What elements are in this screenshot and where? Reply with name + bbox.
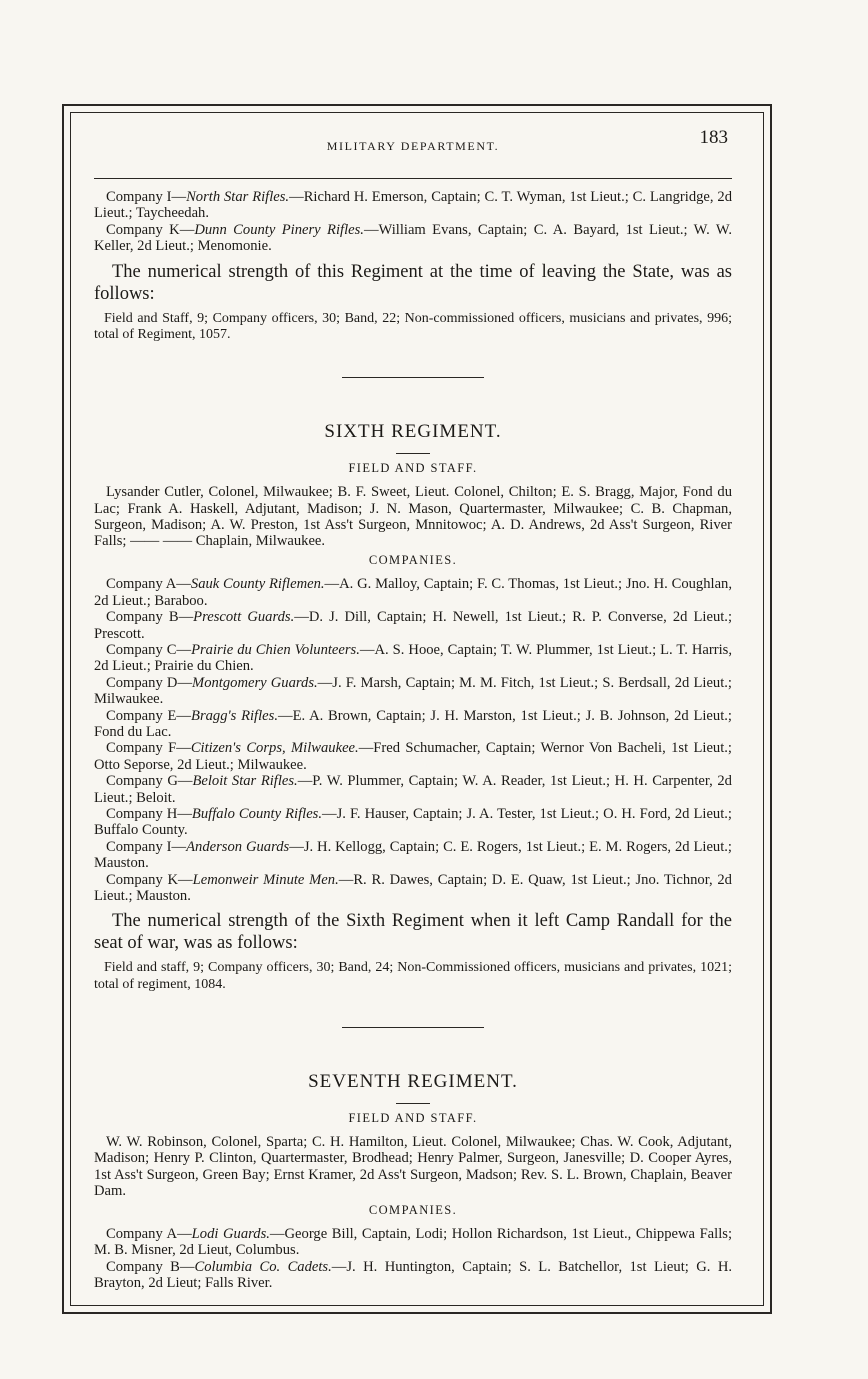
strength-statement: The numerical strength of this Regiment at the time of leaving the State, was as follows: [94, 261, 732, 304]
company-entry: Company C—Prairie du Chien Volunteers.—A. S. Hooe, Captain; T. W. Plummer, 1st Lieut.; L. T. Harris, 2d Lieut.; Prairie du Chien. [94, 641, 732, 675]
regiment-title: SEVENTH REGIMENT. [308, 1071, 518, 1093]
header-rule [94, 178, 732, 179]
strength-detail: Field and staff, 9; Company officers, 30; Band, 24; Non-Commissioned officers, musicians and privates, 1021; total of regiment, 1084. [94, 960, 732, 992]
regiment-title: SIXTH REGIMENT. [324, 421, 502, 443]
company-entry: Company K—Lemonweir Minute Men.—R. R. Dawes, Captain; D. E. Quaw, 1st Lieut.; Jno. Tichnor, 2d Lieut.; Mauston. [94, 871, 732, 904]
title-rule [396, 453, 430, 454]
company-entry: Company B—Prescott Guards.—D. J. Dill, Captain; H. Newell, 1st Lieut.; R. P. Converse, 2d Lieut.; Prescott. [94, 609, 733, 642]
field-staff-heading: FIELD AND STAFF. [348, 1110, 478, 1125]
section-divider [342, 377, 484, 378]
company-entry: Company H—Buffalo County Rifles.—J. F. Hauser, Captain; J. A. Tester, 1st Lieut.; O. H. Ford, 2d Lieut.; Buffalo County. [94, 805, 732, 839]
section-divider [342, 1027, 484, 1028]
company-entry: Company I—Anderson Guards—J. H. Kellogg, Captain; C. E. Rogers, 1st Lieut.; E. M. Rogers, 2d Lieut.; Mauston. [94, 838, 732, 872]
title-rule [396, 1103, 430, 1104]
strength-statement: The numerical strength of the Sixth Regiment when it left Camp Randall for the seat of war, was as follows: [94, 911, 732, 954]
field-staff-heading: FIELD AND STAFF. [348, 460, 478, 475]
company-entry: Company G—Beloit Star Rifles.—P. W. Plummer, Captain; W. A. Reader, 1st Lieut.; H. H. Carpenter, 2d Lieut.; Beloit. [94, 773, 732, 806]
companies-heading: COMPANIES. [368, 1202, 458, 1217]
company-entry: Company D—Montgomery Guards.—J. F. Marsh, Captain; M. M. Fitch, 1st Lieut.; S. Berdsall, 2d Lieut.; Milwaukee. [94, 674, 732, 708]
running-title: MILITARY DEPARTMENT. [326, 139, 500, 153]
companies-heading: COMPANIES. [368, 552, 458, 567]
strength-detail: Field and Staff, 9; Company officers, 30; Band, 22; Non-commissioned officers, musicians and privates, 996; total of Regiment, 1057. [94, 310, 732, 343]
field-staff-text: Lysander Cutler, Colonel, Milwaukee; B. F. Sweet, Lieut. Colonel, Chilton; E. S. Bragg, Major, Fond du Lac; Frank A. Haskell, Adjutant, Madison; J. N. Mason, Quartermaster, Milwaukee; C. B. Chapman, Surgeon, Madison; A. W. Preston, 1st Ass't Surgeon, Mnnitowoc; A. D. Andrews, 2d Ass't Surgeon, River Falls; —— —— Chaplain, Milwaukee. [94, 484, 732, 550]
page-content [94, 127, 733, 1292]
company-entry: Company I—North Star Rifles.—Richard H. Emerson, Captain; C. T. Wyman, 1st Lieut.; C. Langridge, 2d Lieut.; Taycheedah. [94, 189, 732, 222]
field-staff-text: W. W. Robinson, Colonel, Sparta; C. H. Hamilton, Lieut. Colonel, Milwaukee; Chas. W. Cook, Adjutant, Madison; Henry P. Clinton, Quartermaster, Brodhead; Henry Palmer, Surgeon, Janesville; D. Cooper Ayres, 1st Ass't Surgeon, Green Bay; Ernst Kramer, 2d Ass't Surgeon, Madson; Rev. S. L. Brown, Chaplain, Beaver Dam. [94, 1134, 732, 1200]
running-head [94, 127, 732, 160]
company-entry: Company A—Sauk County Riflemen.—A. G. Malloy, Captain; F. C. Thomas, 1st Lieut.; Jno. H. Coughlan, 2d Lieut.; Baraboo. [94, 576, 732, 609]
company-entry: Company A—Lodi Guards.—George Bill, Captain, Lodi; Hollon Richardson, 1st Lieut., Chippewa Falls; M. B. Misner, 2d Lieut, Columbus. [94, 1226, 733, 1259]
company-entry: Company K—Dunn County Pinery Rifles.—William Evans, Captain; C. A. Bayard, 1st Lieut.; W. W. Keller, 2d Lieut.; Menomonie. [94, 221, 732, 255]
company-entry: Company F—Citizen's Corps, Milwaukee.—Fred Schumacher, Captain; Wernor Von Bacheli, 1st Lieut.; Otto Seporse, 2d Lieut.; Milwaukee. [94, 740, 732, 773]
page-number: 183 [699, 127, 728, 148]
company-entry: Company B—Columbia Co. Cadets.—J. H. Huntington, Captain; S. L. Batchellor, 1st Lieut; G. H. Brayton, 2d Lieut; Falls River. [94, 1258, 733, 1292]
company-entry: Company E—Bragg's Rifles.—E. A. Brown, Captain; J. H. Marston, 1st Lieut.; J. B. Johnson, 2d Lieut.; Fond du Lac. [94, 707, 732, 740]
